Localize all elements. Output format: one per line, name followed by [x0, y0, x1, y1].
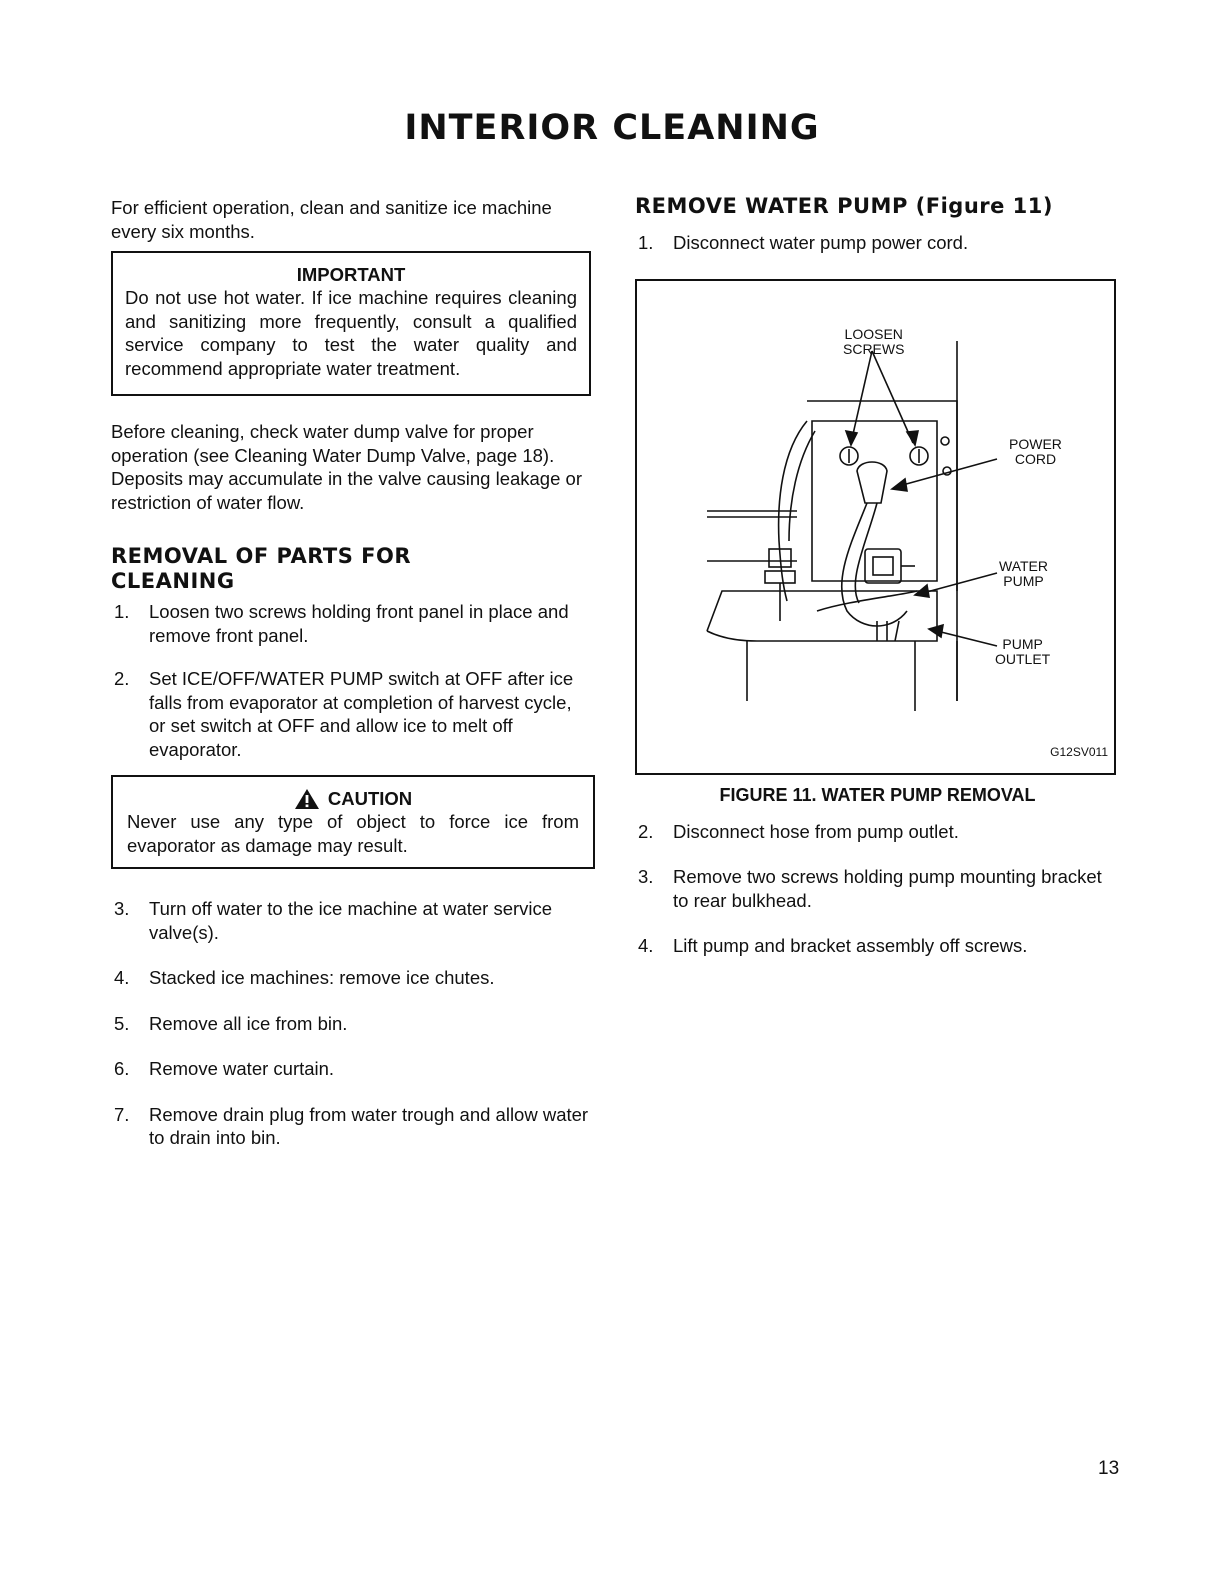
- step-text: Remove drain plug from water trough and allow water to drain into bin.: [149, 1103, 589, 1148]
- step-number: 6.: [114, 1058, 130, 1079]
- list-item: [635, 934, 1120, 958]
- label-power-line2: CORD: [1014, 450, 1057, 467]
- caution-text: Never use any type of object to force ice from evaporator as damage may result.: [127, 811, 579, 856]
- figure-code: G12SV011: [1050, 744, 1108, 759]
- step-text: Loosen two screws holding front panel in place and remove front panel.: [149, 601, 569, 646]
- list-item: [111, 966, 591, 990]
- label-power-line1: POWER: [1009, 435, 1062, 452]
- page-number: 13: [1098, 1458, 1120, 1479]
- figure-caption: FIGURE 11. WATER PUMP REMOVAL: [719, 784, 1036, 805]
- removal-steps-list-a: [111, 600, 591, 761]
- label-water-pump: [999, 559, 1048, 589]
- section-heading-remove-pump: REMOVE WATER PUMP (Figure 11): [635, 194, 1054, 218]
- caution-heading: CAUTION: [327, 788, 413, 809]
- list-item: [111, 1103, 591, 1150]
- important-box: [111, 251, 591, 396]
- step-number: 7.: [114, 1103, 130, 1125]
- step-number: 4.: [114, 967, 130, 988]
- list-item: [635, 820, 1120, 844]
- right-column: [635, 194, 1120, 958]
- list-item: [111, 667, 591, 761]
- label-outlet-line1: PUMP: [1002, 635, 1043, 652]
- list-item: [111, 1012, 591, 1036]
- warning-triangle-icon: [294, 788, 320, 810]
- step-number: 1.: [114, 601, 130, 622]
- step-text: Remove two screws holding pump mounting bracket to rear bulkhead.: [673, 866, 1102, 911]
- list-item: [111, 1057, 591, 1081]
- step-number: 1.: [638, 232, 654, 253]
- label-pump-line1: WATER: [999, 557, 1048, 574]
- step-text: Disconnect water pump power cord.: [673, 232, 969, 253]
- intro-paragraph: For efficient operation, clean and sanitize ice machine every six months.: [111, 197, 552, 242]
- step-text: Turn off water to the ice machine at water service valve(s).: [149, 898, 553, 943]
- caution-heading-row: [127, 787, 579, 810]
- list-item: [111, 897, 591, 944]
- label-loosen-screws: [843, 327, 904, 357]
- figure-11-box: [635, 279, 1116, 775]
- section-heading-removal: [111, 544, 591, 594]
- label-pump-line2: PUMP: [1003, 572, 1044, 589]
- list-item: [635, 231, 1120, 255]
- pump-steps-list-first: [635, 231, 1120, 255]
- step-number: 2.: [638, 820, 654, 842]
- important-heading: IMPORTANT: [296, 264, 406, 285]
- removal-steps-list-b: [111, 897, 591, 1150]
- page-title: INTERIOR CLEANING: [404, 108, 820, 148]
- step-text: Lift pump and bracket assembly off screws.: [673, 935, 1028, 956]
- step-number: 3.: [114, 898, 130, 919]
- section-heading-line1: REMOVAL OF PARTS FOR: [111, 544, 412, 568]
- list-item: [635, 865, 1120, 912]
- left-column: [111, 196, 591, 1150]
- step-number: 5.: [114, 1012, 130, 1034]
- list-item: [111, 600, 591, 647]
- label-loosen-line2: SCREWS: [843, 340, 905, 357]
- step-number: 3.: [638, 866, 654, 887]
- label-loosen-line1: LOOSEN: [844, 325, 903, 342]
- caution-box: [111, 775, 595, 869]
- step-text: Set ICE/OFF/WATER PUMP switch at OFF after ice falls from evaporator at completion of harvest cycle, or set switch at OFF and allow ice to melt off evaporator.: [149, 668, 574, 760]
- important-text: Do not use hot water. If ice machine requires cleaning and sanitizing more frequently, consult a qualified service company to test the water quality and recommend appropriate water treatment.: [125, 287, 577, 379]
- label-power-cord: [1009, 437, 1062, 467]
- pump-steps-list: [635, 820, 1120, 958]
- step-text: Disconnect hose from pump outlet.: [673, 820, 959, 842]
- label-outlet-line2: OUTLET: [995, 650, 1051, 667]
- before-cleaning-paragraph: Before cleaning, check water dump valve for proper operation (see Cleaning Water Dump Valve, page 18). Deposits may accumulate in the valve causing leakage or restriction of water flow.: [111, 421, 582, 513]
- section-heading-line2: CLEANING: [111, 569, 235, 593]
- label-pump-outlet: [995, 637, 1050, 667]
- step-number: 2.: [114, 668, 130, 689]
- step-text: Remove water curtain.: [149, 1058, 335, 1079]
- step-text: Remove all ice from bin.: [149, 1012, 348, 1034]
- step-text: Stacked ice machines: remove ice chutes.: [149, 967, 495, 988]
- step-number: 4.: [638, 935, 654, 956]
